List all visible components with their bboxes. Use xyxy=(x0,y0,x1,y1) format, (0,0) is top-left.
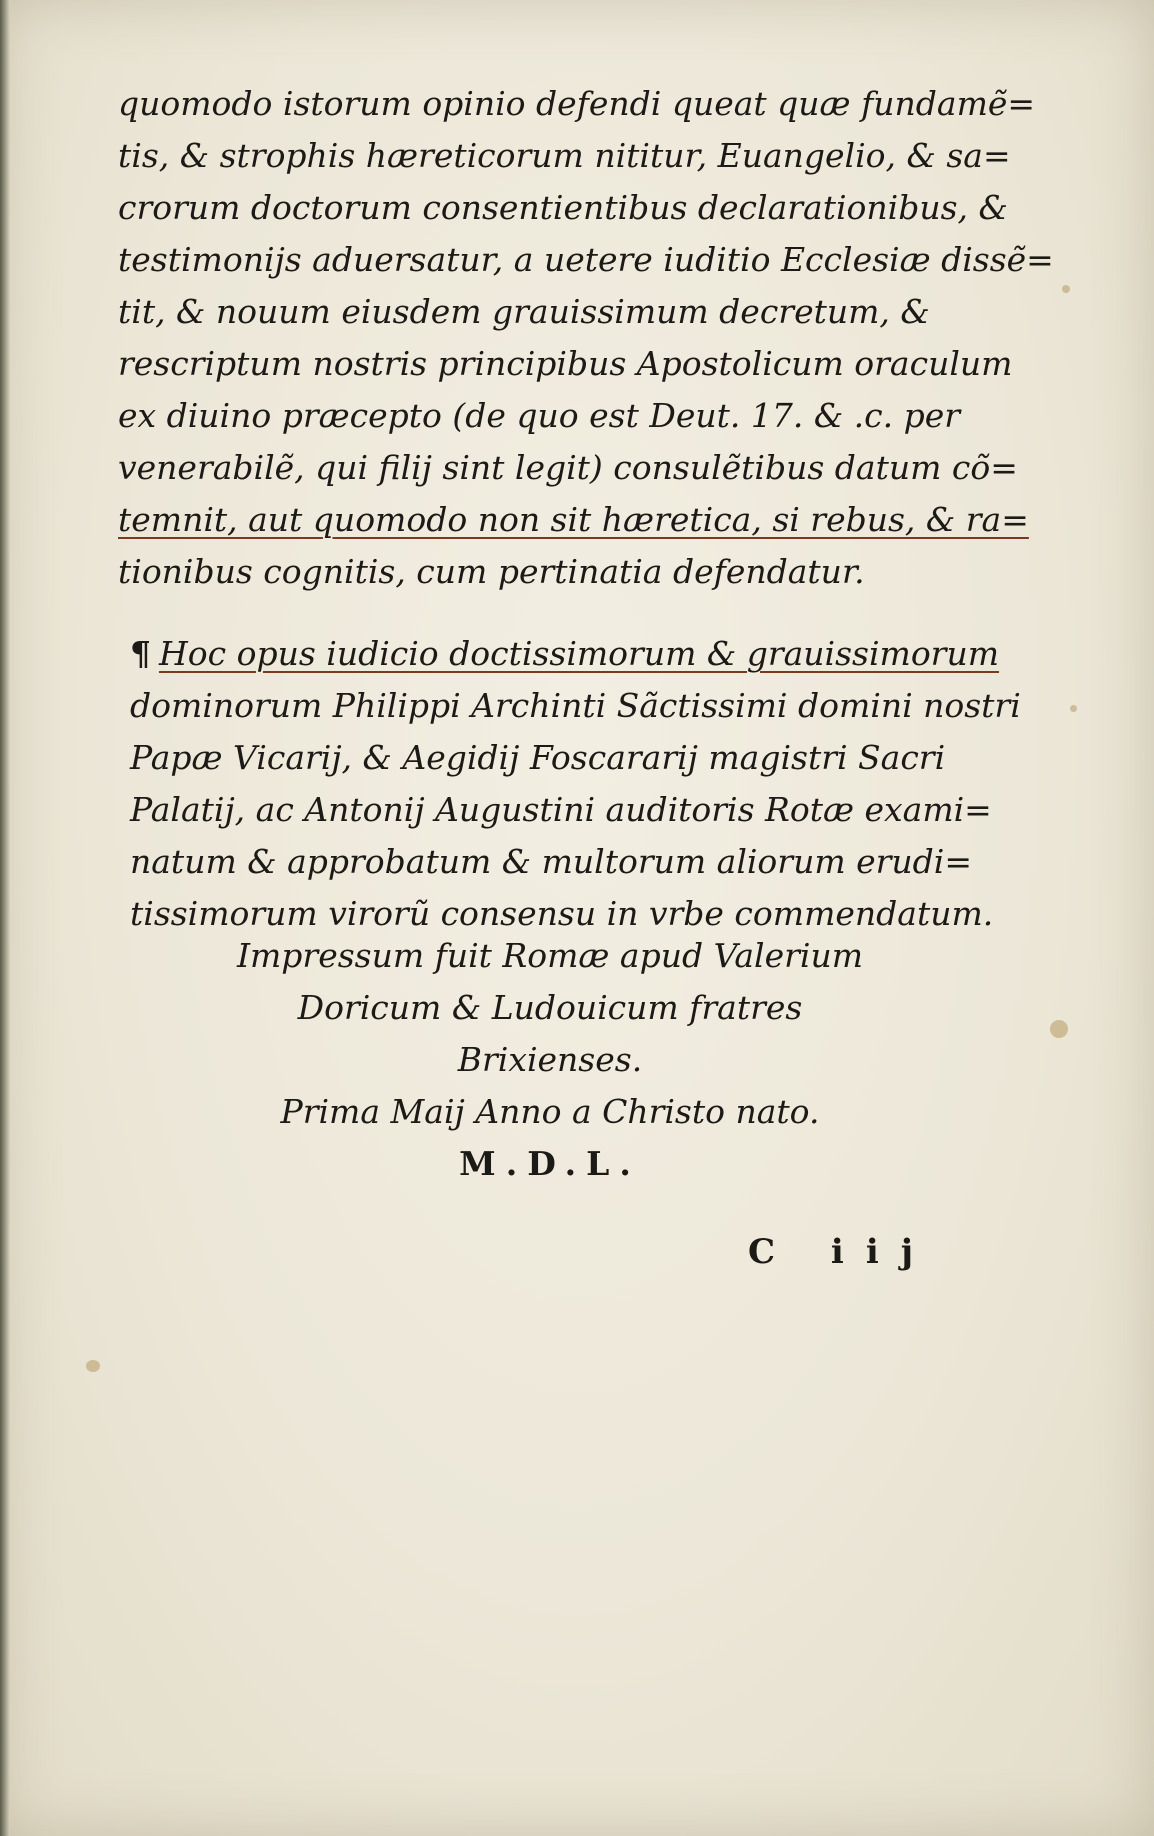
text-line: tit, & nouum eiusdem grauissimum decretum, & xyxy=(118,292,930,331)
binding-spine xyxy=(0,0,10,1836)
foxing-spot xyxy=(1062,285,1070,293)
text-line: rescriptum nostris principibus Apostolicum oraculum xyxy=(118,344,1013,383)
foxing-spot xyxy=(86,1360,100,1372)
paragraph-1 xyxy=(118,78,1054,598)
text-line: quomodo istorum opinio defendi queat quæ fundamẽ= xyxy=(118,84,1036,123)
text-line: tis, & strophis hæreticorum nititur, Euangelio, & sa= xyxy=(118,136,1011,175)
text-line-underlined: temnit, aut quomodo non sit hæretica, si rebus, & ra= xyxy=(118,500,1029,539)
text-line xyxy=(130,628,1000,680)
pilcrow-mark: ¶ xyxy=(130,634,151,673)
colophon-line: Impressum fuit Romæ apud Valerium xyxy=(236,936,864,975)
text-line: tionibus cognitis, cum pertinatia defendatur. xyxy=(118,552,865,591)
underlined-phrase: Hoc opus iudicio doctissimorum & grauissimorum xyxy=(159,634,1000,673)
foxing-spot xyxy=(1050,1020,1068,1038)
text-line: natum & approbatum & multorum aliorum erudi= xyxy=(130,842,972,881)
text-line: crorum doctorum consentientibus declarationibus, & xyxy=(118,188,1008,227)
colophon xyxy=(230,930,870,1190)
paragraph-2 xyxy=(130,628,1021,940)
signature-mark: C iij xyxy=(748,1232,936,1272)
colophon-line: Brixienses. xyxy=(457,1040,643,1079)
text-line: Palatij, ac Antonij Augustini auditoris Rotæ exami= xyxy=(130,790,992,829)
text-line: venerabilẽ, qui filij sint legit) consulẽtibus datum cõ= xyxy=(118,448,1018,487)
text-line: tissimorum virorũ consensu in vrbe commendatum. xyxy=(130,894,994,933)
foxing-spot xyxy=(1070,705,1077,712)
text-line: Papæ Vicarij, & Aegidij Foscararij magistri Sacri xyxy=(130,738,946,777)
colophon-line: Doricum & Ludouicum fratres xyxy=(297,988,803,1027)
colophon-line: Prima Maij Anno a Christo nato. xyxy=(280,1092,820,1131)
text-line: ex diuino præcepto (de quo est Deut. 17. & .c. per xyxy=(118,396,961,435)
text-line: testimonijs aduersatur, a uetere iuditio Ecclesiæ dissẽ= xyxy=(118,240,1054,279)
text-line: dominorum Philippi Archinti Sãctissimi domini nostri xyxy=(130,686,1021,725)
colophon-year: M.D.L. xyxy=(459,1144,641,1183)
